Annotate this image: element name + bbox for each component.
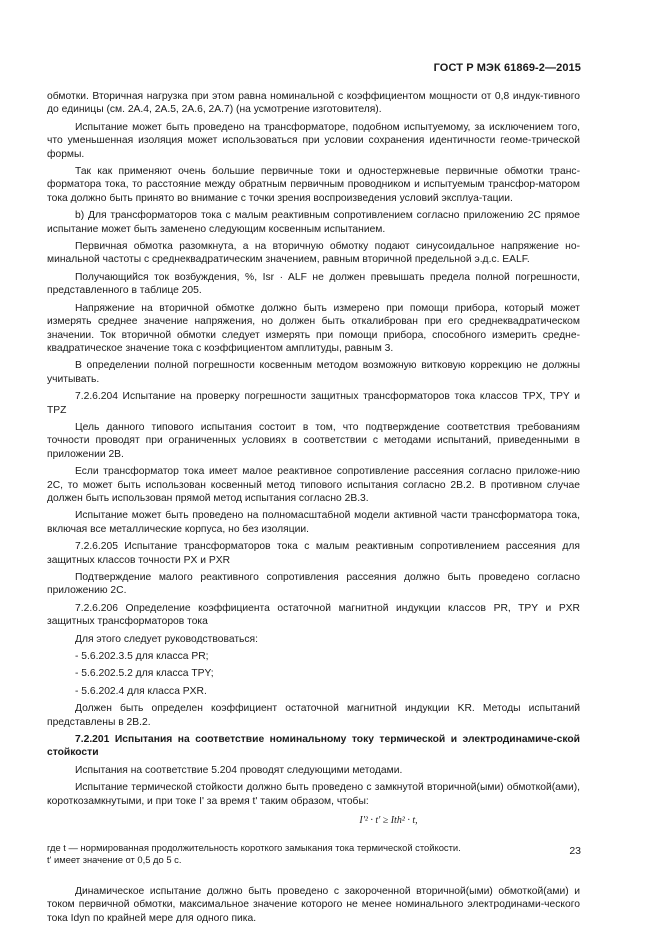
formula: I'² · t' ≥ Ith² · t, [359, 815, 418, 827]
paragraph: - 5.6.202.5.2 для класса TPY; [75, 668, 214, 680]
paragraph: Так как применяют очень большие первичные токи и одностержневые первичные обмотки транс-форматора тока, то расстояние между обратным первичным проводником и испытуемым трансфор-матором тока должно быть принято во внимание с точки зрения воспроизведения условий эксплуа-тации. [47, 166, 580, 204]
paragraph: Испытание может быть проведено на трансформаторе, подобном испытуемому, за исключением того, что уменьшенная изоляция может использоваться при условии сохранения идентичности геоме-трической формы. [47, 121, 580, 160]
paragraph: Цель данного типового испытания состоит в том, что подтверждение соответствия требованиям точности проводят при ограниченных условиях в соответствии с методами испытаний, приведенными в приложении 2В. [47, 421, 580, 460]
paragraph: - 5.6.202.4 для класса PXR. [75, 685, 207, 697]
paragraph: обмотки. Вторичная нагрузка при этом равна номинальной с коэффициентом мощности от 0,8 индук-тивного до единицы (см. 2А.4, 2А.5, 2А.6, 2А.7) (на усмотрение изготовителя). [47, 91, 580, 116]
paragraph: Для этого следует руководствоваться: [75, 633, 258, 645]
final-paragraph: Динамическое испытание должно быть проведено с закороченной вторичной(ыми) обмоткой(ами) и током первичной обмотки, максимальное значение которого не менее номинального электродинами-ческого тока Idyn по крайней мере для одного пика. [47, 885, 580, 924]
paragraph: Если трансформатор тока имеет малое реактивное сопротивление рассеяния согласно приложе-нию 2С, то может быть использован косвенный метод типового испытания согласно 2В.2. В противном случае должен быть использован прямой метод испытания согласно 2В.3. [47, 466, 580, 504]
paragraph-list [47, 90, 580, 808]
paragraph: Напряжение на вторичной обмотке должно быть измерено при помощи прибора, который может измерять среднее значение напряжения, но должен быть откалиброван при его среднеквадратическом значении. Ток вторичной обмотки следует измерять при помощи прибора, способного измерить средне-квадратическое значение тока с коэффициентом амплитуды, равным 3. [47, 302, 580, 354]
paragraph: Испытание термической стойкости должно быть проведено с замкнутой вторичной(ыми) обмоткой(ами), короткозамкнутыми, и при токе I' за время t' таким образом, чтобы: [47, 782, 580, 807]
standard-header: ГОСТ Р МЭК 61869-2—2015 [433, 62, 581, 74]
paragraph: В определении полной погрешности косвенным методом возможную витковую коррекцию не должны учитывать. [47, 360, 580, 385]
note-line: где t — нормированная продолжительность короткого замыкания тока термической стойкости. [47, 841, 461, 853]
paragraph: - 5.6.202.3.5 для класса PR; [75, 651, 209, 663]
paragraph: Первичная обмотка разомкнута, а на вторичную обмотку подают синусоидальное напряжение но-минальной частоты с среднеквадратическим значением, равным вторичной предельной э.д.с. EALF. [47, 241, 580, 266]
page-number: 23 [569, 845, 581, 857]
paragraph: 7.2.6.205 Испытание трансформаторов тока с малым реактивным сопротивлением рассеяния для защитных классов точности PX и PXR [47, 541, 580, 566]
paragraph: 7.2.201 Испытания на соответствие номинальному току термической и электродинамиче-ской стойкости [47, 734, 580, 759]
paragraph: Должен быть определен коэффициент остаточной магнитной индукции KR. Методы испытаний представлены в 2В.2. [47, 703, 580, 728]
paragraph: Получающийся ток возбуждения, %, Isr · ALF не должен превышать предела полной погрешности, представленного в таблице 205. [47, 271, 580, 297]
note-line: t' имеет значение от 0,5 до 5 с. [47, 854, 182, 866]
paragraph: Подтверждение малого реактивного сопротивления рассеяния должно быть проведено согласно приложению 2С. [47, 572, 580, 597]
paragraph: Испытание может быть проведено на полномасштабной модели активной части трансформатора тока, включая все металлические корпуса, но без изоляции. [47, 510, 580, 535]
paragraph: b) Для трансформаторов тока с малым реактивным сопротивлением согласно приложению 2С прямое испытание может быть заменено следующим косвенным испытанием. [47, 210, 580, 235]
paragraph: 7.2.6.204 Испытание на проверку погрешности защитных трансформаторов тока классов TPX, TPY и TPZ [47, 391, 580, 416]
paragraph: 7.2.6.206 Определение коэффициента остаточной магнитной индукции классов PR, TPY и PXR защитных трансформаторов тока [47, 602, 580, 628]
document-body [47, 90, 580, 929]
paragraph: Испытания на соответствие 5.204 проводят следующими методами. [75, 764, 403, 776]
